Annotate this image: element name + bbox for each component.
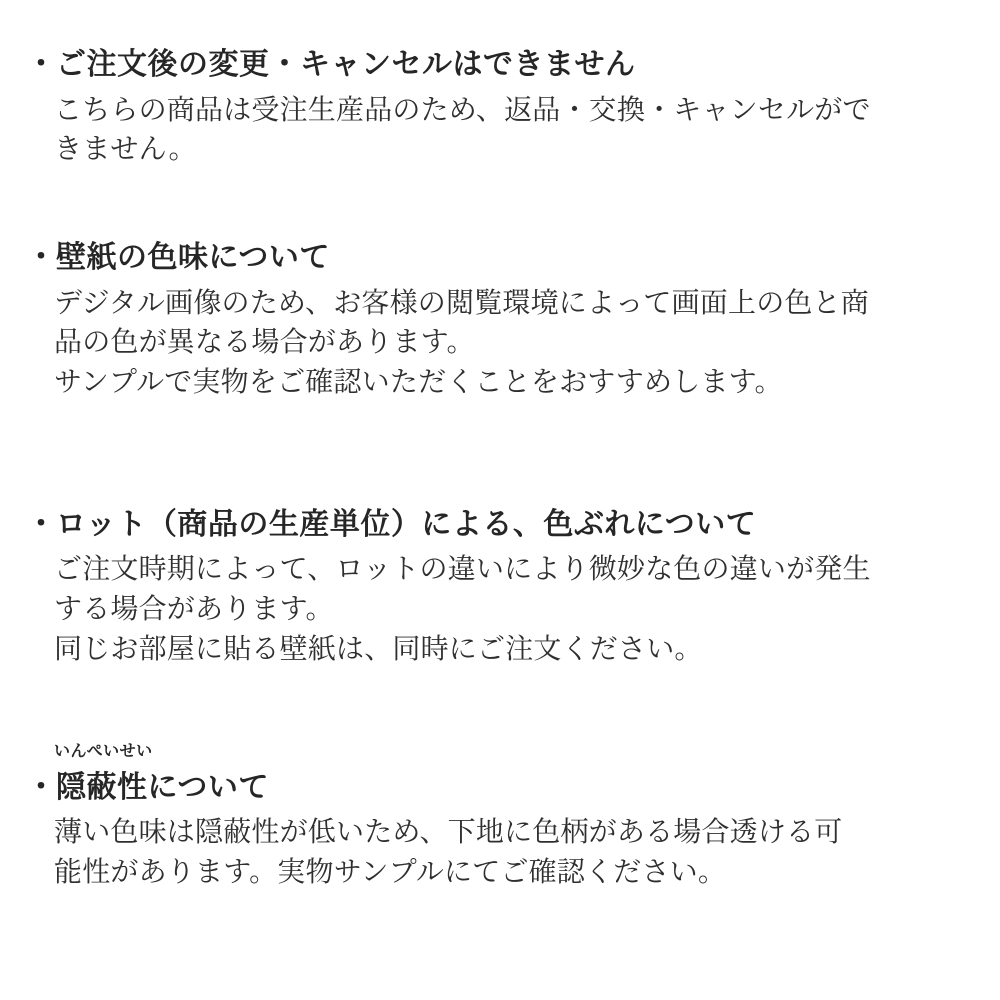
section-lot-variance-heading bbox=[26, 506, 974, 544]
section-color-tone-heading-text: 壁紙の色味について bbox=[56, 240, 330, 275]
section-cancellation bbox=[26, 46, 974, 169]
body-line: サンプルで実物をご確認いただくことをおすすめします。 bbox=[54, 365, 783, 398]
section-cancellation-body bbox=[54, 90, 974, 170]
section-color-tone bbox=[26, 239, 974, 402]
section-lot-variance bbox=[26, 506, 974, 669]
section-color-tone-heading bbox=[26, 239, 974, 277]
ruby-furigana: いんぺいせい bbox=[54, 740, 153, 760]
bullet-icon: ・ bbox=[26, 506, 57, 542]
body-line: こちらの商品は受注生産品のため、返品・交換・キャンセルがで bbox=[54, 92, 871, 126]
body-line: きません。 bbox=[54, 132, 197, 166]
bullet-icon: ・ bbox=[26, 769, 57, 805]
body-line: ご注文時期によって、ロットの違いにより微妙な色の違いが発生 bbox=[54, 552, 871, 586]
section-color-tone-body bbox=[54, 283, 974, 402]
section-cancellation-heading-text: ご注文後の変更・キャンセルはできません bbox=[56, 47, 636, 82]
body-line: 薄い色味は隠蔽性が低いため、下地に色柄がある場合透ける可 bbox=[54, 815, 843, 848]
section-cancellation-heading bbox=[26, 46, 974, 84]
bullet-icon: ・ bbox=[26, 240, 57, 275]
body-line: 品の色が異なる場合があります。 bbox=[54, 325, 475, 359]
section-opacity-heading bbox=[26, 740, 974, 807]
body-line: デジタル画像のため、お客様の閲覧環境によって画面上の色と商 bbox=[54, 285, 870, 319]
section-lot-variance-body bbox=[54, 549, 974, 668]
section-opacity-heading-text: 隠蔽性について bbox=[56, 769, 269, 805]
section-opacity-body bbox=[54, 812, 974, 892]
section-lot-variance-heading-text: ロット（商品の生産単位）による、色ぶれについて bbox=[56, 506, 757, 542]
bullet-icon: ・ bbox=[26, 47, 57, 82]
body-line: する場合があります。 bbox=[54, 592, 334, 625]
body-line: 同じお部屋に貼る壁紙は、同時にご注文ください。 bbox=[54, 631, 703, 665]
section-opacity bbox=[26, 740, 974, 892]
body-line: 能性があります。実物サンプルにてご確認ください。 bbox=[54, 854, 727, 888]
